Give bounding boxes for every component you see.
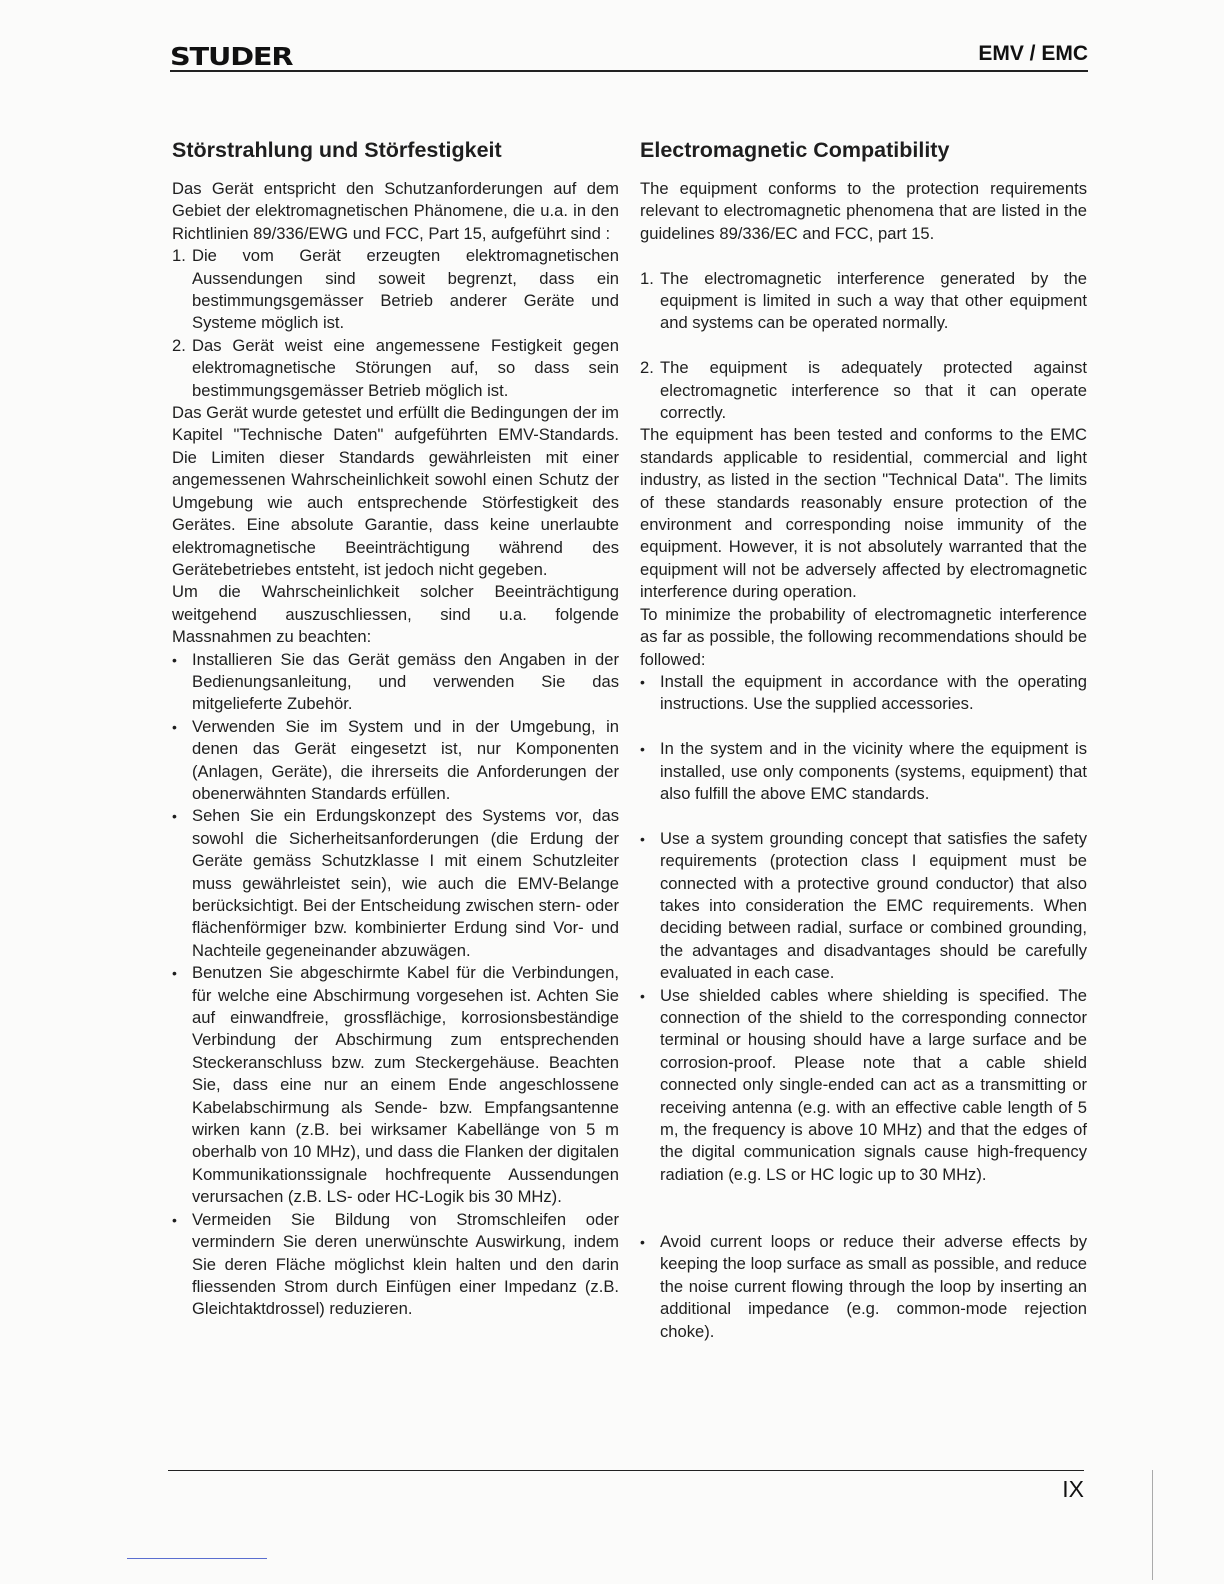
item-text: The electromagnetic interference generated by the equipment is limited in such a way that other equipment and systems can be operated normally. [660,268,1087,333]
german-tested-paragraph: Das Gerät wurde getestet und erfüllt die Bedingungen der im Kapitel "Technische Daten" aufgeführten EMV-Standards. Die Limiten dieser Standards gewährleisten mit einer angemessenen Wahrscheinlichkeit sowohl einen Schutz der Umgebung wie auch entsprechende Störfestigkeit des Gerätes. Eine absolute Garantie, dass keine unerlaubte elektromagnetische Beeinträchtigung während des Gerätebetriebes entsteht, ist jedoch nicht gegeben. [172,403,619,579]
english-numbered-item [640,268,1087,335]
bullet-text: In the system and in the vicinity where the equipment is installed, use only components (systems, equipment) that also fulfill the above EMC standards. [660,739,1087,803]
english-column [640,134,1087,1343]
bullet-icon: • [640,830,645,847]
english-tested-paragraph: The equipment has been tested and conforms to the EMC standards applicable to residential, commercial and light industry, as listed in the section "Technical Data". The limits of these standards reasonably ensure protection of the environment and corresponding noise immunity of the equipment. However, it is not absolutely warranted that the equipment will not be adversely affected by electromagnetic interference during operation. [640,425,1087,602]
item-text: The equipment is adequately protected against electromagnetic interference so that it can operate correctly. [660,358,1087,423]
bullet-icon: • [172,651,177,668]
bullet-icon: • [640,673,645,690]
bullet-text: Vermeiden Sie Bildung von Stromschleifen oder vermindern Sie deren unerwünschte Auswirkung, indem Sie deren Fläche möglichst klein halten und den darin fliessenden Strom durch Einfügen einer Impedanz (z.B. Gleichtaktdrossel) reduzieren. [192,1209,619,1319]
german-bullet-item [172,962,619,1208]
bullet-text: Use shielded cables where shielding is specified. The connection of the shield to the corresponding connector terminal or housing should have a large surface and be corrosion-proof. Please note that a cable shield connected only single-ended can act as a transmitting or receiving antenna (e.g. with an effective cable length of 5 m, the frequency is above 10 MHz) and that the edges of the digital communication signals cause high-frequency radiation (e.g. LS or HC logic up to 30 MHz). [660,985,1087,1184]
item-number: 1. [640,268,654,288]
german-column [172,134,619,1321]
scan-edge-mark [1152,1470,1153,1580]
bullet-icon: • [172,1211,177,1228]
english-bullet-item [640,985,1087,1187]
german-title: Störstrahlung und Störfestigkeit [172,138,502,162]
bullet-text: Benutzen Sie abgeschirmte Kabel für die Verbindungen, für welche eine Abschirmung vorgesehen ist. Achten Sie auf einwandfreie, grossflächige, korrosionsbeständige Verbindung der Abschirmung zum entsprechenden Steckeranschluss bzw. zum Steckergehäuse. Beachten Sie, dass eine nur an einem Ende angeschlossene Kabelabschirmung als Sende- bzw. Empfangsantenne wirken kann (z.B. bei wirksamer Kabellänge von 5 m oberhalb von 10 MHz), und dass die Flanken der digitalen Kommunikationssignale hochfrequente Aussendungen verursachen (z.B. LS- oder HC-Logik bis 30 MHz). [192,963,619,1207]
footer-rule [168,1470,1084,1471]
item-number: 2. [640,358,654,378]
german-numbered-item [172,245,619,335]
bullet-text: Avoid current loops or reduce their adverse effects by keeping the loop surface as small as possible, and reduce the noise current flowing through the loop by inserting an additional impedance (e.g. common-mode rejection choke). [660,1232,1087,1341]
german-bullet-item [172,716,619,806]
english-bullet-item [640,738,1087,805]
german-bullet-item [172,649,619,716]
english-measures-paragraph: To minimize the probability of electromagnetic interference as far as possible, the following recommendations should be followed: [640,604,1087,669]
page-header [170,38,1088,72]
item-text: Das Gerät weist eine angemessene Festigkeit gegen elektromagnetische Störungen auf, so dass sein bestimmungsgemässer Betrieb möglich ist. [192,335,619,400]
german-intro: Das Gerät entspricht den Schutzanforderungen auf dem Gebiet der elektromagnetischen Phänomene, die u.a. in den Richtlinien 89/336/EWG und FCC, Part 15, aufgeführt sind : [172,179,619,243]
bullet-icon: • [172,808,177,825]
bullet-icon: • [640,1234,645,1251]
bullet-text: Verwenden Sie im System und in der Umgebung, in denen das Gerät eingesetzt ist, nur Komponenten (Anlagen, Geräte), die ihrerseits die Anforderungen der obenerwähnten Standards erfüllen. [192,716,619,803]
english-title: Electromagnetic Compatibility [640,138,950,162]
bullet-icon: • [640,987,645,1004]
english-bullet-item [640,671,1087,716]
bullet-text: Installieren Sie das Gerät gemäss den Angaben in der Bedienungsanleitung, und verwenden Sie das mitgelieferte Zubehör. [192,649,619,714]
section-label: EMV / EMC [978,42,1088,65]
item-text: Die vom Gerät erzeugten elektromagnetischen Aussendungen sind soweit begrenzt, dass ein bestimmungsgemässer Betrieb anderer Geräte und Systeme möglich ist. [192,246,619,333]
english-intro: The equipment conforms to the protection requirements relevant to electromagnetic phenomena that are listed in the guidelines 89/336/EC and FCC, part 15. [640,179,1087,243]
german-measures-paragraph: Um die Wahrscheinlichkeit solcher Beeinträchtigung weitgehend auszuschliessen, sind u.a. folgende Massnahmen zu beachten: [172,582,619,647]
english-bullet-item [640,828,1087,985]
item-number: 1. [172,246,186,266]
page-number: IX [1062,1476,1084,1502]
bullet-icon: • [640,741,645,758]
bullet-text: Sehen Sie ein Erdungskonzept des Systems vor, das sowohl die Sicherheitsanforderungen (die Erdung der Geräte gemäss Schutzklasse I mit einem Schutzleiter muss gewährleistet sein), wie auch die EMV-Belange berücksichtigt. Bei der Entscheidung zwischen stern- oder flächenförmiger bzw. kombinierter Erdung sind Vor- und Nachteile gegeneinander abzuwägen. [192,806,619,960]
bullet-text: Use a system grounding concept that satisfies the safety requirements (protection class I equipment must be connected with a protective ground conductor) that also takes into consideration the EMC requirements. When deciding between radial, surface or combined grounding, the advantages and disadvantages should be carefully evaluated in each case. [660,828,1087,983]
scan-artifact-line [127,1558,267,1559]
english-bullet-item [640,1231,1087,1343]
german-numbered-item [172,335,619,402]
german-bullet-item [172,1209,619,1321]
bullet-icon: • [172,718,177,735]
german-bullet-item [172,805,619,962]
bullet-text: Install the equipment in accordance with the operating instructions. Use the supplied accessories. [660,671,1087,714]
item-number: 2. [172,335,186,355]
studer-logo: STUDER [170,42,293,71]
english-numbered-item [640,357,1087,424]
bullet-icon: • [172,965,177,982]
